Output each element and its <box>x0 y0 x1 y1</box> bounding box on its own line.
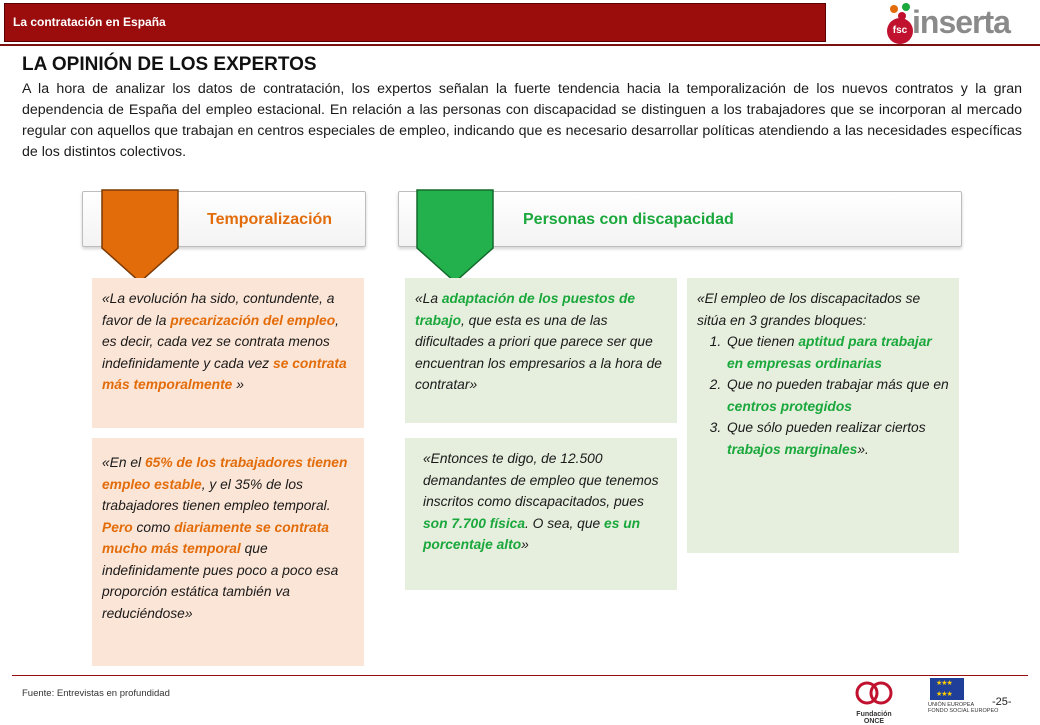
eu-logo-text: UNIÓN EUROPEA <box>928 702 975 708</box>
quote-highlight: se contrata más temporalmente <box>102 355 347 392</box>
fundacion-once-logo <box>848 680 900 725</box>
top-divider <box>0 44 1040 46</box>
quote-text: «La <box>415 291 442 306</box>
fsc-logo-badge: fsc <box>887 18 913 44</box>
intro-paragraph: A la hora de analizar los datos de contratación, los expertos señalan la fuerte tendencia hacia la temporalización de los nuevos contratos y la gran dependencia de España del empleo estacional. En relación a las personas con discapacidad se distinguen a los trabajadores que se incorporan al mercado regular con aquellos que trabajan en centros especiales de empleo, indicando que es necesario desarrollar políticas atendiendo a las necesidades específicas de los distintos colectivos. <box>22 81 1022 160</box>
list-item <box>725 374 949 417</box>
quote-text: , es decir, cada vez se contrata menos indefinidamente y cada vez <box>102 312 339 371</box>
quote-text: ». <box>857 441 869 457</box>
quote-text: , que esta es una de las dificultades a priori que parece ser que encuentran los empresarios a la hora de contratar» <box>415 312 662 392</box>
quote-text: que indefinidamente pues poco a poco esa proporción estática también va reduciéndose» <box>102 541 339 621</box>
quote-highlight: es un porcentaje alto <box>423 515 641 552</box>
quote-text: «La evolución ha sido, contundente, a favor de la <box>102 291 335 328</box>
quote-highlight: adaptación de los puestos de trabajo <box>415 291 636 328</box>
once-rings-icon <box>848 680 900 706</box>
eu-logo-subtext: FONDO SOCIAL EUROPEO <box>928 708 999 714</box>
temporalizacion-label: Temporalización <box>207 211 333 228</box>
page-number: -25- <box>992 696 1012 708</box>
quote-text: , y el 35% de los trabajadores tienen empleo temporal. <box>102 476 331 513</box>
orange-chevron-icon <box>100 186 180 286</box>
quote-text: «El empleo de los discapacitados se sitúa en 3 grandes bloques: <box>697 291 921 328</box>
quote-adaptacion <box>405 278 677 423</box>
quote-bloques <box>687 278 959 553</box>
quote-65-percent <box>92 438 364 666</box>
quote-highlight: trabajos marginales <box>727 441 858 457</box>
bloques-list <box>697 331 949 460</box>
quote-text: Que no pueden trabajar más que en <box>727 377 949 392</box>
quote-text: «Entonces te digo, de 12.500 demandantes de empleo que tenemos inscritos como discapacitados, pues <box>423 451 659 509</box>
quote-highlight: precarización del empleo <box>170 312 336 328</box>
quote-text: » <box>521 537 529 552</box>
quote-evolucion <box>92 278 364 428</box>
quote-text: Que tienen <box>727 334 799 349</box>
logo-dot <box>890 5 898 13</box>
quote-text: «En el <box>102 455 145 470</box>
discapacidad-label: Personas con discapacidad <box>523 211 734 228</box>
quote-highlight: Pero <box>102 519 133 535</box>
header-title: La contratación en España <box>13 15 166 29</box>
list-item <box>725 417 949 460</box>
quote-text: » <box>232 377 244 392</box>
page-title: LA OPINIÓN DE LOS EXPERTOS <box>22 54 317 75</box>
quote-text: como <box>132 519 175 535</box>
list-item <box>725 331 949 374</box>
eu-flag-icon: ★★★ ★★★ <box>930 678 964 700</box>
quote-highlight: son 7.700 física <box>423 515 526 531</box>
quote-highlight: 65% de los trabajadores tienen empleo estable <box>102 455 348 492</box>
source-note: Fuente: Entrevistas en profundidad <box>22 688 170 699</box>
quote-highlight: diariamente se contrata mucho más temporal <box>102 519 329 556</box>
green-chevron-icon <box>415 186 495 286</box>
quote-text: . O sea, que <box>525 515 605 531</box>
quote-highlight: centros protegidos <box>727 398 852 414</box>
quote-highlight: aptitud para trabajar en empresas ordinarias <box>727 334 932 371</box>
quote-text: Que sólo pueden realizar ciertos <box>727 420 926 435</box>
inserta-logo: inserta <box>912 4 1010 40</box>
logo-dot <box>902 3 910 11</box>
bottom-divider <box>12 675 1028 676</box>
once-logo-text: Fundación ONCE <box>856 711 892 725</box>
quote-demandantes <box>405 438 677 590</box>
